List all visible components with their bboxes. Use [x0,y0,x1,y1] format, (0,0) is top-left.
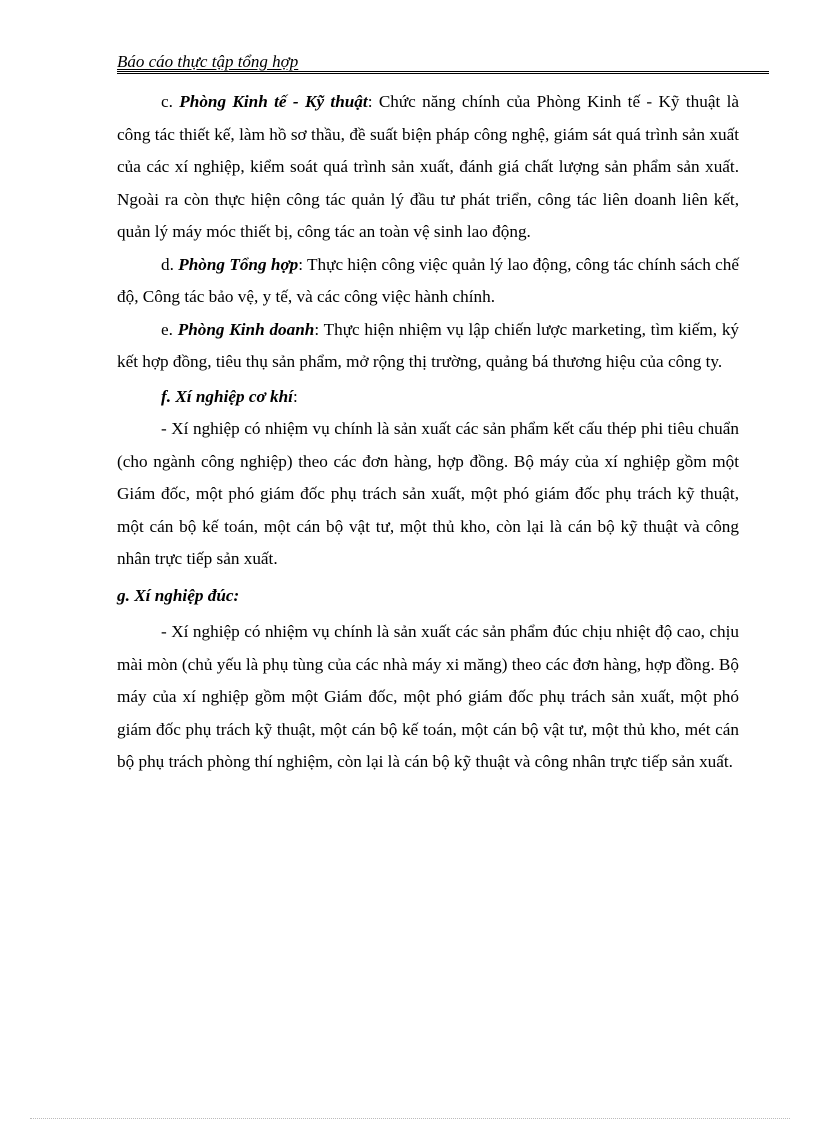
header-divider [117,71,769,74]
section-f-body: - Xí nghiệp có nhiệm vụ chính là sản xuất các sản phẩm kết cấu thép phi tiêu chuẩn (cho ngành công nghiệp) theo các đơn hàng, hợp đồng. Bộ máy của xí nghiệp gồm một Giám đốc, một phó giám đốc phụ trách sản xuất, một phó giám đốc phụ trách kỹ thuật, một cán bộ kế toán, một cán bộ vật tư, một thủ kho, còn lại là cán bộ kỹ thuật và công nhân trực tiếp sản xuất. [117,419,739,568]
section-d-text: : Thực hiện công việc quản lý lao động, công tác chính sách chế độ, Công tác bảo vệ, y tế, và các công việc hành chính. [117,254,739,306]
section-f-heading [117,381,739,414]
section-d-label: Phòng Tổng hợp [178,254,299,274]
section-f-heading-text: f. Xí nghiệp cơ khí [161,386,293,406]
section-e-prefix: e. [161,319,178,339]
section-e-label: Phòng Kinh doanh [177,319,315,339]
section-c-label: Phòng Kinh tế - Kỹ thuật [179,92,368,111]
section-f-heading-colon: : [292,386,298,406]
section-g-heading: g. Xí nghiệp đúc: [117,585,240,605]
document-body [117,86,739,779]
section-g-body: - Xí nghiệp có nhiệm vụ chính là sản xuất các sản phẩm đúc chịu nhiệt độ cao, chịu mài mòn (chủ yếu là phụ tùng của các nhà máy xi măng) theo các đơn hàng, hợp đồng. Bộ máy của xí nghiệp gồm một Giám đốc, một phó giám đốc phụ trách sản xuất, một phó giám đốc phụ trách kỹ thuật, một cán bộ kế toán, một cán bộ vật tư, một thủ kho, mét cán bộ phụ trách phòng thí nghiệm, còn lại là cán bộ kỹ thuật và công nhân trực tiếp sản xuất. [117,622,739,771]
paragraph-section-c [117,86,739,249]
page-header: Báo cáo thực tập tổng hợp [117,52,299,71]
section-d-prefix: d. [161,254,179,274]
paragraph-section-e [117,314,739,379]
paragraph-section-d [117,249,739,314]
section-e-text: : Thực hiện nhiệm vụ lập chiến lược marketing, tìm kiếm, ký kết hợp đồng, tiêu thụ sản phẩm, mở rộng thị trường, quảng bá thương hiệu của công ty. [117,319,740,371]
section-c-text: : Chức năng chính của Phòng Kinh tế - Kỹ thuật là công tác thiết kế, làm hồ sơ thầu, đề suất biện pháp công nghệ, giám sát quá trình sản xuất của các xí nghiệp, kiểm soát quá trình sản xuất, đánh giá chất lượng sản phẩm sản xuất. Ngoài ra còn thực hiện công tác quản lý đầu tư phát triển, công tác liên doanh liên kết, quản lý máy móc thiết bị, công tác an toàn vệ sinh lao động. [117,92,739,241]
page-bottom-border [30,1118,790,1119]
section-c-prefix: c. [161,92,180,111]
